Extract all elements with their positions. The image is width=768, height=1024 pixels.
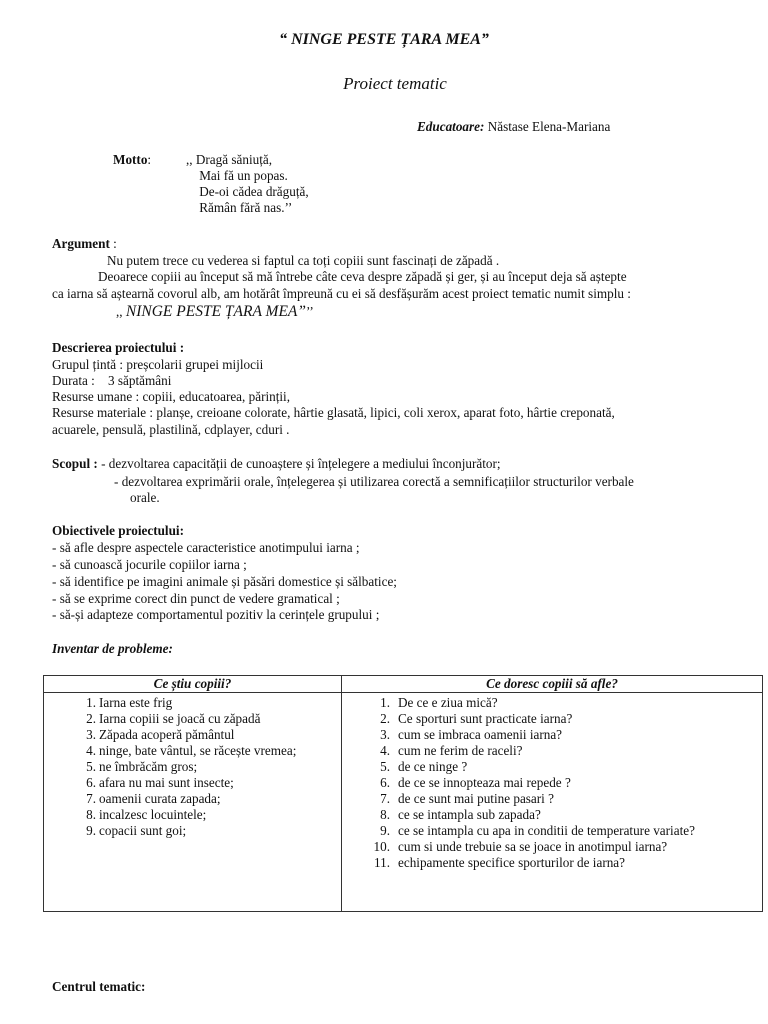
description-heading [52, 340, 184, 356]
known-list [44, 693, 341, 839]
argument-colon: : [109, 236, 117, 251]
inventory-table [43, 675, 763, 912]
description-human-resources: Resurse umane : copiii, educatoarea, părinții, [52, 389, 291, 404]
list-item [342, 855, 762, 871]
list-item-number: 3. [380, 727, 390, 742]
document-subtitle: Proiect tematic [343, 74, 447, 93]
inventory-table-header-row [44, 676, 763, 693]
list-item [44, 759, 341, 775]
list-item [342, 711, 762, 727]
list-item [44, 743, 341, 759]
list-item-number: 10. [373, 839, 390, 854]
thematic-center-heading-text: Centrul tematic: [52, 979, 146, 994]
list-item-number: 2. [380, 711, 390, 726]
list-item-number: 8. [380, 807, 390, 822]
argument-line-2: Deoarece copiii au început să mă întrebe câte ceva despre zăpadă și ger, și au început deja să aștepte [98, 269, 627, 284]
list-item [44, 775, 341, 791]
description-material-resources-2: acuarele, pensulă, plastilină, cdplayer, cduri . [52, 422, 290, 437]
list-item-text: cum se imbraca oamenii iarna? [398, 727, 563, 742]
objectives-heading [52, 523, 184, 539]
list-item-number: 2. [86, 711, 96, 726]
list-item-text: de ce ninge ? [398, 759, 468, 774]
list-item-number: 4. [380, 743, 390, 758]
list-item-text: incalzesc locuintele; [99, 807, 207, 822]
list-item-text: afara nu mai sunt insecte; [99, 775, 234, 790]
list-item [342, 759, 762, 775]
list-item-number: 1. [86, 695, 96, 710]
motto-colon: : [147, 152, 152, 167]
thematic-center-heading [52, 979, 145, 995]
educator-name: Năstase Elena-Mariana [484, 119, 611, 134]
argument-quote-open: ,, [116, 304, 126, 319]
scope-line-3: orale. [130, 490, 160, 505]
list-item-text: Iarna este frig [99, 695, 173, 710]
list-item-text: Zăpada acoperă pământul [99, 727, 235, 742]
argument-project-title: NINGE PESTE ȚARA MEA” [125, 303, 307, 320]
objective-item: - să cunoască jocurile copiilor iarna ; [52, 557, 247, 572]
list-item-text: copacii sunt goi; [99, 823, 187, 838]
argument-label: Argument [52, 236, 110, 251]
list-item-text: ninge, bate vântul, se răcește vremea; [99, 743, 297, 758]
list-item [342, 775, 762, 791]
list-item-number: 5. [380, 759, 390, 774]
description-duration: Durata : 3 săptămâni [52, 373, 172, 388]
list-item-number: 9. [86, 823, 96, 838]
list-item-text: de ce sunt mai putine pasari ? [398, 791, 554, 806]
list-item-number: 7. [86, 791, 96, 806]
educator-line [417, 119, 610, 135]
inventory-known-cell [44, 693, 342, 912]
objectives-heading-text: Obiectivele proiectului: [52, 523, 184, 538]
list-item [44, 711, 341, 727]
list-item [342, 727, 762, 743]
description-target-group: Grupul țintă : preșcolarii grupei mijlocii [52, 357, 264, 372]
description-material-resources-1: Resurse materiale : planșe, creioane colorate, hârtie glasată, lipici, coli xerox, aparat foto, hârtie creponată, [52, 405, 615, 420]
scope-line-2: - dezvoltarea exprimării orale, înțelegerea și utilizarea corectă a semnificațiilor structurilor verbale [114, 474, 634, 489]
inventory-heading-text: Inventar de probleme: [52, 641, 173, 656]
list-item-text: ce se intampla sub zapada? [398, 807, 541, 822]
motto-label-text: Motto [113, 152, 148, 167]
argument-label-line [52, 236, 117, 252]
argument-line-1: Nu putem trece cu vederea si faptul ca toți copiii sunt fascinați de zăpadă . [107, 253, 500, 268]
list-item [342, 807, 762, 823]
list-item-text: cum ne ferim de raceli? [398, 743, 523, 758]
list-item-number: 1. [380, 695, 390, 710]
argument-quote-close: ’’ [306, 304, 314, 319]
list-item-text: echipamente specifice sporturilor de iarna? [398, 855, 626, 870]
list-item-number: 8. [86, 807, 96, 822]
list-item [342, 823, 762, 839]
document-title: “ NINGE PESTE ȚARA MEA” [279, 31, 489, 48]
scope-line-1 [52, 456, 501, 472]
objective-item: - să se exprime corect din punct de vedere gramatical ; [52, 591, 340, 606]
objective-item: - să-și adapteze comportamentul pozitiv la cerințele grupului ; [52, 607, 380, 622]
list-item [342, 695, 762, 711]
motto-label [113, 152, 151, 168]
list-item-text: oamenii curata zapada; [99, 791, 221, 806]
list-item-number: 9. [380, 823, 390, 838]
inventory-col-questions-header: Ce doresc copiii să afle? [342, 676, 763, 693]
list-item [44, 727, 341, 743]
list-item [44, 695, 341, 711]
inventory-questions-cell [342, 693, 763, 912]
list-item [44, 807, 341, 823]
list-item-text: Iarna copiii se joacă cu zăpadă [99, 711, 261, 726]
list-item-number: 6. [380, 775, 390, 790]
list-item [44, 791, 341, 807]
list-item [342, 743, 762, 759]
inventory-heading [52, 641, 173, 657]
questions-list [342, 693, 762, 871]
list-item [342, 791, 762, 807]
list-item-text: De ce e ziua mică? [398, 695, 498, 710]
motto-verses: ,, Dragă săniuță, Mai fă un popas. De-oi cădea drăguță, Rămân fără nas.’’ [186, 152, 309, 215]
list-item-text: ne îmbrăcăm gros; [99, 759, 198, 774]
list-item-text: ce se intampla cu apa in conditii de temperature variate? [398, 823, 695, 838]
list-item [342, 839, 762, 855]
educator-label: Educatoare: [417, 119, 485, 134]
list-item-number: 4. [86, 743, 96, 758]
inventory-col-known-header: Ce știu copiii? [44, 676, 342, 693]
list-item-text: cum si unde trebuie sa se joace in anotimpul iarna? [398, 839, 668, 854]
list-item-number: 5. [86, 759, 96, 774]
list-item-number: 11. [374, 855, 390, 870]
description-heading-text: Descrierea proiectului : [52, 340, 185, 355]
argument-line-4 [116, 303, 314, 321]
list-item-text: Ce sporturi sunt practicate iarna? [398, 711, 573, 726]
list-item [44, 823, 341, 839]
list-item-number: 7. [380, 791, 390, 806]
argument-line-3: ca iarna să aștearnă covorul alb, am hotărât împreună cu ei să desfășurăm acest proiect tematic numit simplu : [52, 286, 631, 301]
objective-item: - să afle despre aspectele caracteristice anotimpului iarna ; [52, 540, 360, 555]
inventory-table-row [44, 693, 763, 912]
list-item-number: 6. [86, 775, 96, 790]
objective-item: - să identifice pe imagini animale și păsări domestice și sălbatice; [52, 574, 397, 589]
list-item-number: 3. [86, 727, 96, 742]
scope-line-1-text: - dezvoltarea capacității de cunoaștere și înțelegere a mediului înconjurător; [97, 456, 501, 471]
scope-label: Scopul : [52, 456, 98, 471]
list-item-text: de ce se innopteaza mai repede ? [398, 775, 571, 790]
